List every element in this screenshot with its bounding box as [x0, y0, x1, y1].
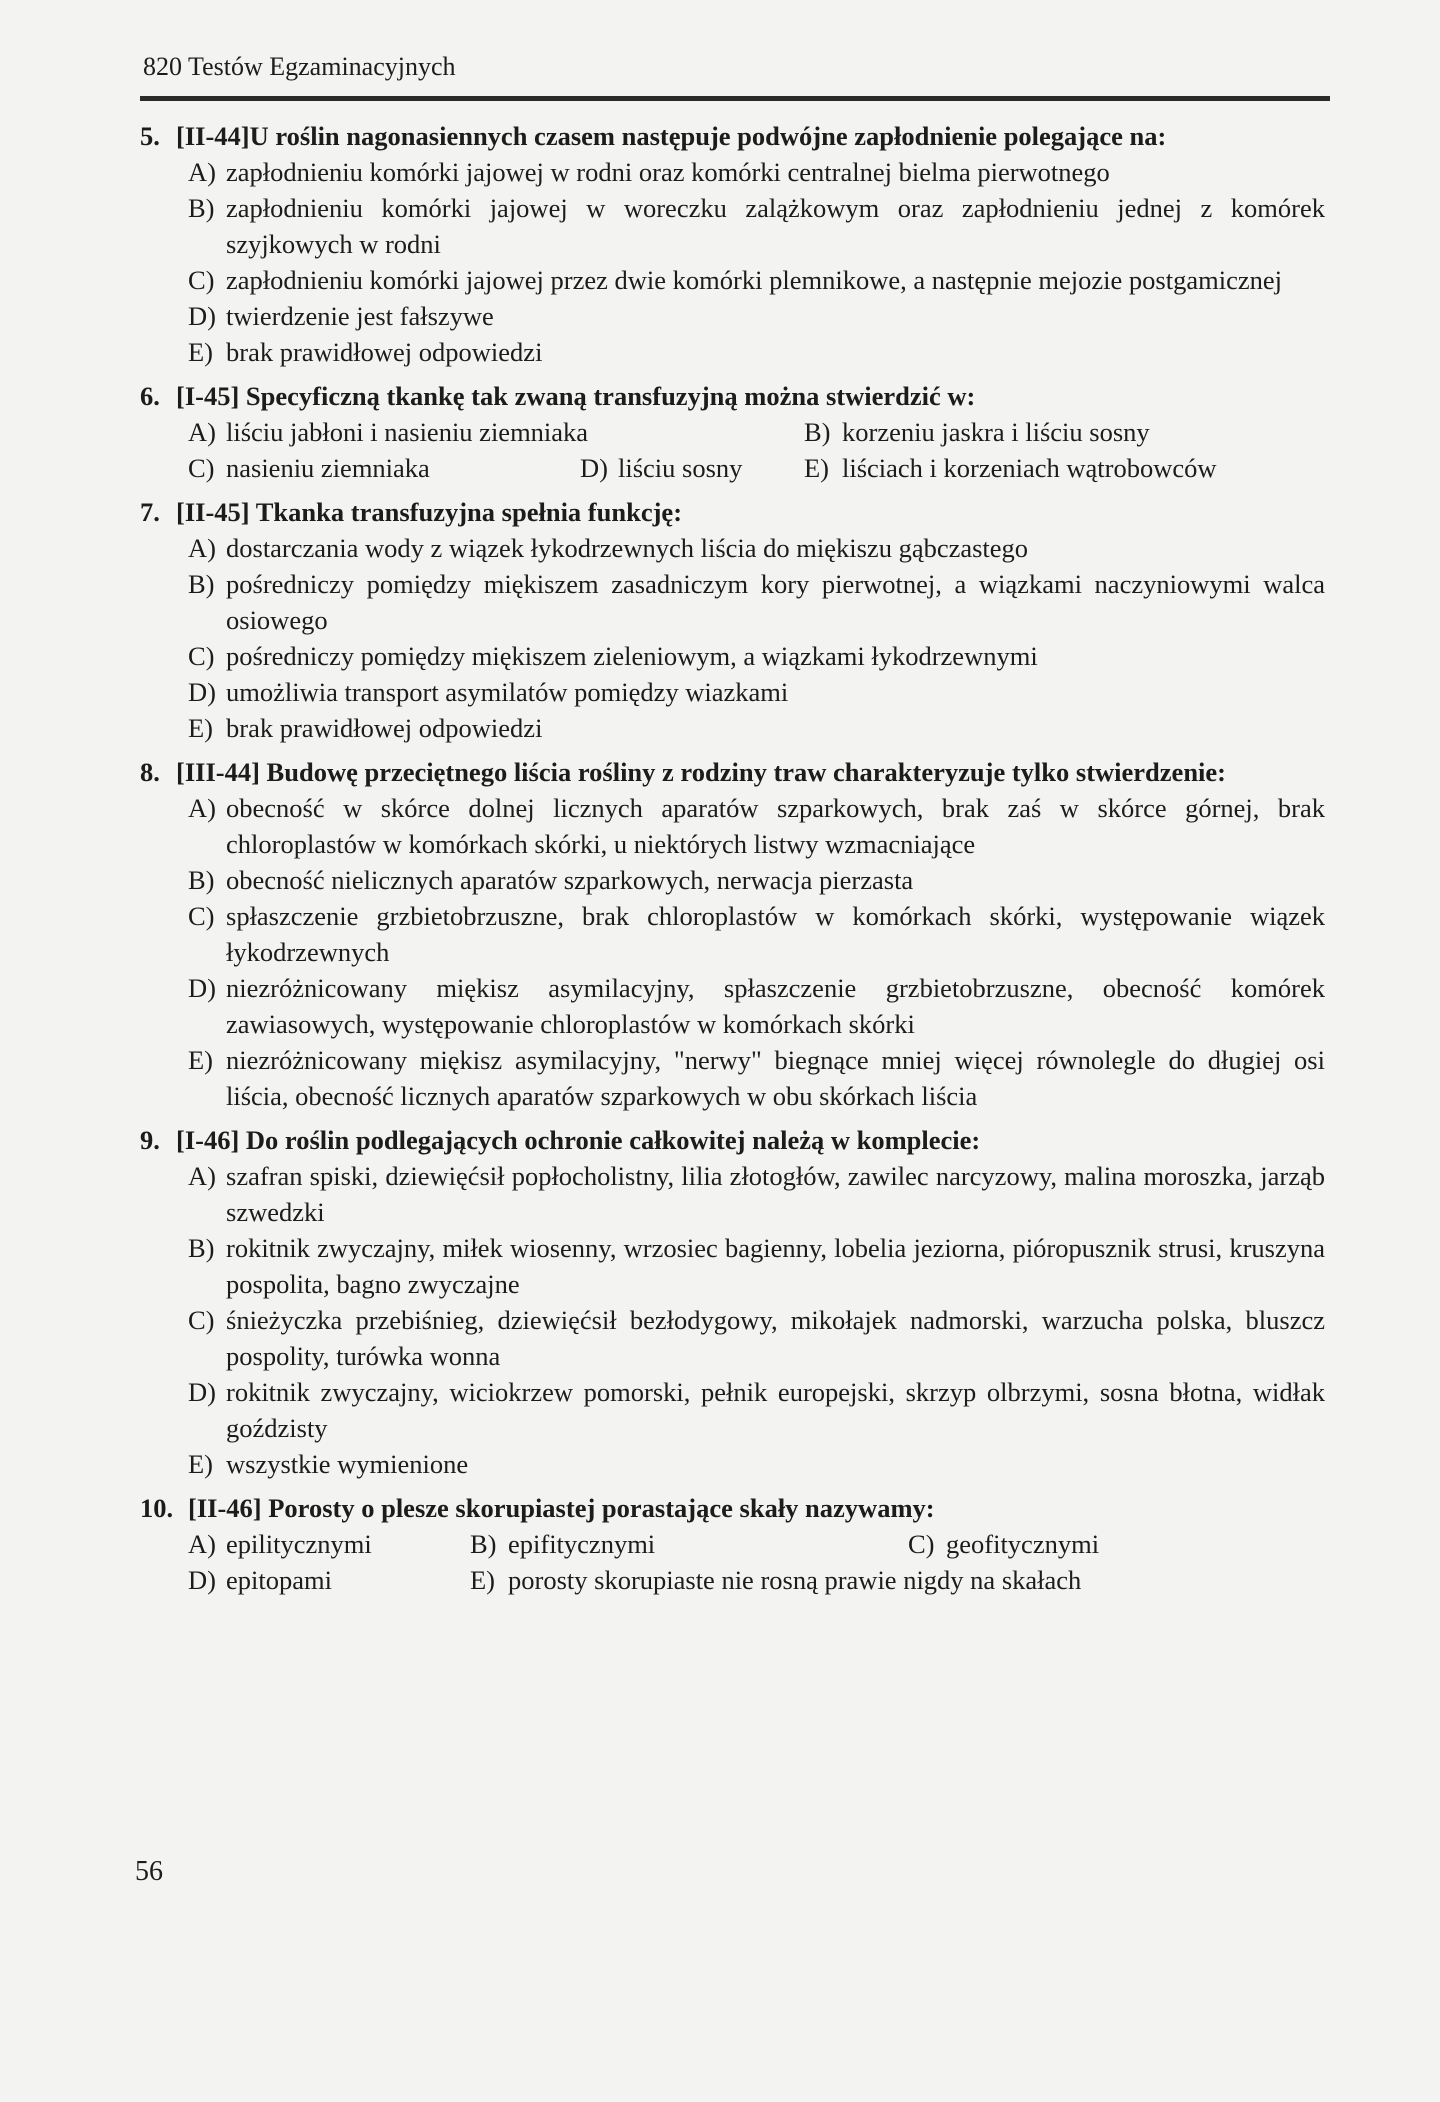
answer-text: pośredniczy pomiędzy miękiszem zasadniczym kory pierwotnej, a wiązkami naczyniowymi walca osiowego [226, 569, 1325, 635]
answer-e [188, 710, 1325, 746]
answer-letter: E) [188, 713, 214, 743]
answer-a [188, 790, 1325, 862]
answer-text: zapłodnieniu komórki jajowej przez dwie komórki plemnikowe, a następnie mejozie postgamicznej [226, 265, 1282, 295]
answer-d [188, 1562, 470, 1598]
answer-c [188, 638, 1325, 674]
question-9 [140, 1122, 1325, 1482]
answer-text: rokitnik zwyczajny, miłek wiosenny, wrzosiec bagienny, lobelia jeziorna, pióropusznik strusi, kruszyna pospolita, bagno zwyczajne [226, 1233, 1325, 1299]
answer-text: korzeniu jaskra i liściu sosny [842, 417, 1150, 447]
answer-letter: D) [188, 1565, 216, 1595]
answer-letter: E) [804, 453, 830, 483]
answer-text: porosty skorupiaste nie rosną prawie nigdy na skałach [508, 1565, 1082, 1595]
answer-letter: B) [188, 865, 215, 895]
answer-e [804, 450, 1217, 486]
answer-letter: D) [188, 1377, 216, 1407]
answer-text: 9. [140, 1125, 160, 1155]
answer-e [188, 1446, 1325, 1482]
answer-a [188, 530, 1325, 566]
running-header: 820 Testów Egzaminacyjnych [143, 52, 456, 81]
answer-d [188, 298, 1325, 334]
answer-text: [II-44]U roślin nagonasiennych czasem następuje podwójne zapłodnienie polegające na: [176, 121, 1167, 151]
answer-b [188, 862, 1325, 898]
answer-letter: C) [188, 453, 215, 483]
answer-letter: A) [188, 417, 216, 447]
answer-letter: B) [188, 569, 215, 599]
answer-letter: C) [188, 641, 215, 671]
answer-text: brak prawidłowej odpowiedzi [226, 713, 543, 743]
question-heading [140, 494, 1325, 530]
question-7 [140, 494, 1325, 746]
answer-letter: C) [188, 1305, 215, 1335]
question-8 [140, 754, 1325, 1114]
answer-text: [II-46] Porosty o plesze skorupiastej porastające skały nazywamy: [188, 1493, 935, 1523]
answer-b [188, 190, 1325, 262]
answer-text: epilitycznymi [226, 1529, 372, 1559]
answer-letter: E) [470, 1565, 496, 1595]
answer-d [580, 450, 804, 486]
answer-text: epitopami [226, 1565, 332, 1595]
answer-text: umożliwia transport asymilatów pomiędzy wiazkami [226, 677, 789, 707]
answer-letter: A) [188, 157, 216, 187]
answer-letter: A) [188, 1161, 216, 1191]
answer-row [188, 1562, 1325, 1598]
answer-b [804, 414, 1150, 450]
answer-letter: A) [188, 1529, 216, 1559]
answer-row [188, 414, 1325, 450]
answer-a [188, 154, 1325, 190]
answer-text: epifitycznymi [508, 1529, 656, 1559]
question-heading [140, 754, 1325, 790]
answer-letter: B) [470, 1529, 497, 1559]
answer-e [470, 1562, 1081, 1598]
answer-row [188, 450, 1325, 486]
question-list [140, 118, 1325, 1606]
answer-a [188, 1158, 1325, 1230]
answer-text: [I-46] Do roślin podlegających ochronie całkowitej należą w komplecie: [176, 1125, 981, 1155]
answer-text: nasieniu ziemniaka [226, 453, 430, 483]
page-number: 56 [135, 1856, 163, 1887]
answer-text: wszystkie wymienione [226, 1449, 469, 1479]
answer-letter: D) [188, 973, 216, 1003]
answer-text: spłaszczenie grzbietobrzuszne, brak chloroplastów w komórkach skórki, występowanie wiązek łykodrzewnych [226, 901, 1325, 967]
answer-b [470, 1526, 908, 1562]
answer-b [188, 1230, 1325, 1302]
answer-letter: E) [188, 1449, 214, 1479]
question-heading [140, 378, 1325, 414]
answer-text: [II-45] Tkanka transfuzyjna spełnia funkcję: [176, 497, 683, 527]
answer-row [188, 1526, 1325, 1562]
answer-letter: D) [188, 677, 216, 707]
answer-text: [III-44] Budowę przeciętnego liścia rośliny z rodziny traw charakteryzuje tylko stwierdzenie: [176, 757, 1227, 787]
answer-a [188, 414, 804, 450]
answer-e [188, 334, 1325, 370]
answer-d [188, 970, 1325, 1042]
answer-e [188, 1042, 1325, 1114]
answer-text: liściu jabłoni i nasieniu ziemniaka [226, 417, 589, 447]
answer-text: [I-45] Specyficzną tkankę tak zwaną transfuzyjną można stwierdzić w: [176, 381, 976, 411]
answer-text: zapłodnieniu komórki jajowej w woreczku zalążkowym oraz zapłodnieniu jednej z komórek szyjkowych w rodni [226, 193, 1325, 259]
answer-letter: B) [804, 417, 831, 447]
answer-b [188, 566, 1325, 638]
answer-letter: A) [188, 533, 216, 563]
question-6 [140, 378, 1325, 486]
answer-text: geofitycznymi [946, 1529, 1100, 1559]
answer-d [188, 1374, 1325, 1446]
answer-text: niezróżnicowany miękisz asymilacyjny, "nerwy" biegnące mniej więcej równolegle do długiej osi liścia, obecność licznych aparatów szparkowych w obu skórkach liścia [226, 1045, 1325, 1111]
answer-letter: C) [188, 265, 215, 295]
answer-text: 6. [140, 381, 160, 411]
answer-letter: D) [188, 301, 216, 331]
answer-c [908, 1526, 1099, 1562]
answer-text: liściach i korzeniach wątrobowców [842, 453, 1217, 483]
answer-c [188, 1302, 1325, 1374]
question-heading [140, 1122, 1325, 1158]
question-10 [140, 1490, 1325, 1598]
answer-text: 8. [140, 757, 160, 787]
answer-letter: A) [188, 793, 216, 823]
question-heading [140, 1490, 1325, 1526]
answer-text: 7. [140, 497, 160, 527]
header-rule [140, 96, 1330, 101]
question-heading [140, 118, 1325, 154]
answer-c [188, 262, 1325, 298]
answer-a [188, 1526, 470, 1562]
answer-letter: E) [188, 1045, 214, 1075]
answer-text: dostarczania wody z wiązek łykodrzewnych liścia do miękiszu gąbczastego [226, 533, 1029, 563]
answer-letter: C) [188, 901, 215, 931]
answer-text: śnieżyczka przebiśnieg, dziewięćsił bezłodygowy, mikołajek nadmorski, warzucha polska, bluszcz pospolity, turówka wonna [226, 1305, 1325, 1371]
answer-text: twierdzenie jest fałszywe [226, 301, 494, 331]
answer-text: obecność nielicznych aparatów szparkowych, nerwacja pierzasta [226, 865, 914, 895]
answer-text: obecność w skórce dolnej licznych aparatów szparkowych, brak zaś w skórce górnej, brak chloroplastów w komórkach skórki, u niektórych listwy wzmacniające [226, 793, 1325, 859]
answer-text: niezróżnicowany miękisz asymilacyjny, spłaszczenie grzbietobrzuszne, obecność komórek zawiasowych, występowanie chloroplastów w komórkach skórki [226, 973, 1325, 1039]
answer-text: liściu sosny [618, 453, 743, 483]
answer-letter: C) [908, 1529, 935, 1559]
question-5 [140, 118, 1325, 370]
answer-letter: D) [580, 453, 608, 483]
answer-text: 10. [140, 1493, 174, 1523]
answer-text: szafran spiski, dziewięćsił popłocholistny, lilia złotogłów, zawilec narcyzowy, malina moroszka, jarząb szwedzki [226, 1161, 1325, 1227]
answer-letter: E) [188, 337, 214, 367]
answer-text: pośredniczy pomiędzy miękiszem zieleniowym, a wiązkami łykodrzewnymi [226, 641, 1038, 671]
answer-text: zapłodnieniu komórki jajowej w rodni oraz komórki centralnej bielma pierwotnego [226, 157, 1110, 187]
answer-c [188, 898, 1325, 970]
answer-text: rokitnik zwyczajny, wiciokrzew pomorski, pełnik europejski, skrzyp olbrzymi, sosna błotna, widłak goździsty [226, 1377, 1325, 1443]
answer-text: brak prawidłowej odpowiedzi [226, 337, 543, 367]
answer-c [188, 450, 580, 486]
answer-letter: B) [188, 1233, 215, 1263]
answer-d [188, 674, 1325, 710]
answer-text: 5. [140, 121, 160, 151]
answer-letter: B) [188, 193, 215, 223]
